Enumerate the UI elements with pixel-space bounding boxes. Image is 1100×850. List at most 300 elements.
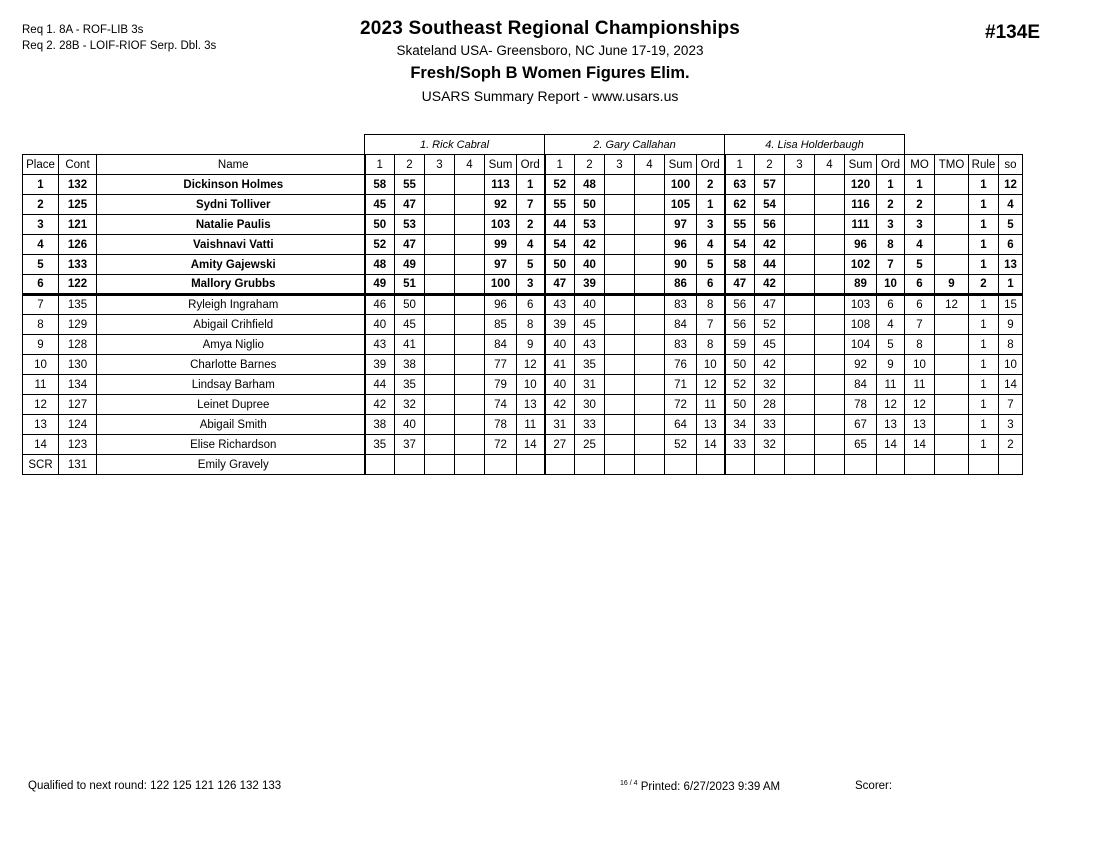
cell-judge3-score3	[785, 335, 815, 355]
cell-tmo: 9	[935, 275, 969, 295]
cell-judge1-sum: 113	[485, 175, 517, 195]
cell-judge3-ord: 2	[877, 195, 905, 215]
cell-judge1-score4	[455, 355, 485, 375]
qualified-line: Qualified to next round: 122 125 121 126 132 133	[28, 780, 282, 792]
cell-judge3-score2: 42	[755, 275, 785, 295]
cell-place: 1	[23, 175, 59, 195]
cell-mo	[905, 455, 935, 475]
cell-judge1-ord: 14	[517, 435, 545, 455]
cell-judge1-score1: 42	[365, 395, 395, 415]
cell-judge2-score1: 39	[545, 315, 575, 335]
cell-judge1-ord: 6	[517, 295, 545, 315]
event-number: #134E	[985, 22, 1040, 43]
table-row	[23, 455, 1023, 475]
cell-rule: 1	[969, 195, 999, 215]
cell-judge3-score3	[785, 295, 815, 315]
cell-so: 8	[999, 335, 1023, 355]
cell-judge2-sum	[665, 455, 697, 475]
scorer-label: Scorer:	[855, 780, 893, 792]
cell-judge1-score1: 44	[365, 375, 395, 395]
cell-judge2-ord: 8	[697, 295, 725, 315]
cell-judge3-ord: 1	[877, 175, 905, 195]
cell-judge2-ord: 10	[697, 355, 725, 375]
header-j3-s4: 4	[815, 155, 845, 175]
table-row	[23, 315, 1023, 335]
cell-rule: 1	[969, 415, 999, 435]
cell-judge2-score2: 45	[575, 315, 605, 335]
cell-skater-name: Ryleigh Ingraham	[97, 295, 365, 315]
cell-judge2-ord: 3	[697, 215, 725, 235]
cell-judge2-sum: 90	[665, 255, 697, 275]
cell-judge2-score1: 27	[545, 435, 575, 455]
cell-judge3-score3	[785, 275, 815, 295]
cell-judge2-ord: 2	[697, 175, 725, 195]
cell-judge1-sum: 103	[485, 215, 517, 235]
cell-judge1-score3	[425, 175, 455, 195]
cell-judge2-ord: 8	[697, 335, 725, 355]
cell-judge3-score3	[785, 415, 815, 435]
cell-judge2-score3	[605, 395, 635, 415]
header-j1-s4: 4	[455, 155, 485, 175]
cell-judge3-score4	[815, 395, 845, 415]
cell-judge1-score3	[425, 235, 455, 255]
cell-judge2-score2	[575, 455, 605, 475]
header-rule: Rule	[969, 155, 999, 175]
cell-judge3-sum: 104	[845, 335, 877, 355]
cell-mo: 13	[905, 415, 935, 435]
cell-contestant-number: 124	[59, 415, 97, 435]
cell-judge1-score1: 58	[365, 175, 395, 195]
cell-contestant-number: 127	[59, 395, 97, 415]
cell-mo: 1	[905, 175, 935, 195]
cell-judge2-ord: 5	[697, 255, 725, 275]
cell-judge1-sum: 72	[485, 435, 517, 455]
cell-judge2-score1: 43	[545, 295, 575, 315]
cell-judge3-score1: 34	[725, 415, 755, 435]
cell-judge1-score2: 47	[395, 235, 425, 255]
cell-judge2-score1: 31	[545, 415, 575, 435]
cell-judge2-ord: 12	[697, 375, 725, 395]
cell-judge3-ord: 11	[877, 375, 905, 395]
cell-judge2-score3	[605, 215, 635, 235]
cell-judge1-score1	[365, 455, 395, 475]
cell-judge1-sum: 84	[485, 335, 517, 355]
cell-rule: 2	[969, 275, 999, 295]
cell-skater-name: Natalie Paulis	[97, 215, 365, 235]
cell-judge2-sum: 83	[665, 335, 697, 355]
cell-mo: 6	[905, 295, 935, 315]
cell-judge3-score1: 50	[725, 395, 755, 415]
cell-judge3-score1: 55	[725, 215, 755, 235]
cell-judge3-score4	[815, 435, 845, 455]
cell-place: 11	[23, 375, 59, 395]
header-tmo: TMO	[935, 155, 969, 175]
cell-place: 12	[23, 395, 59, 415]
cell-judge1-score3	[425, 415, 455, 435]
cell-contestant-number: 130	[59, 355, 97, 375]
spacer-mo	[905, 135, 935, 155]
table-row	[23, 415, 1023, 435]
cell-judge2-score1: 47	[545, 275, 575, 295]
cell-so: 6	[999, 235, 1023, 255]
cell-judge1-score3	[425, 435, 455, 455]
spacer-place	[23, 135, 59, 155]
cell-judge3-score4	[815, 215, 845, 235]
cell-judge3-ord: 3	[877, 215, 905, 235]
cell-skater-name: Amity Gajewski	[97, 255, 365, 275]
cell-judge2-score2: 48	[575, 175, 605, 195]
cell-judge3-score2: 28	[755, 395, 785, 415]
cell-judge3-score2: 56	[755, 215, 785, 235]
cell-contestant-number: 123	[59, 435, 97, 455]
cell-judge3-score2: 32	[755, 435, 785, 455]
cell-judge1-ord: 9	[517, 335, 545, 355]
cell-judge2-sum: 52	[665, 435, 697, 455]
cell-judge3-score4	[815, 295, 845, 315]
cell-judge1-sum: 97	[485, 255, 517, 275]
cell-judge3-sum: 92	[845, 355, 877, 375]
cell-judge3-sum: 89	[845, 275, 877, 295]
cell-place: 10	[23, 355, 59, 375]
cell-judge2-sum: 84	[665, 315, 697, 335]
cell-judge1-ord: 8	[517, 315, 545, 335]
cell-judge1-score4	[455, 215, 485, 235]
judge-2-name: 2. Gary Callahan	[545, 135, 725, 155]
cell-judge2-sum: 71	[665, 375, 697, 395]
cell-place: 9	[23, 335, 59, 355]
cell-judge1-ord: 13	[517, 395, 545, 415]
header-j3-s3: 3	[785, 155, 815, 175]
header-name: Name	[97, 155, 365, 175]
table-row	[23, 355, 1023, 375]
spacer-cont	[59, 135, 97, 155]
cell-judge1-score3	[425, 195, 455, 215]
cell-judge1-score3	[425, 275, 455, 295]
cell-judge1-score2: 45	[395, 315, 425, 335]
cell-judge2-score4	[635, 355, 665, 375]
cell-tmo: 12	[935, 295, 969, 315]
cell-judge2-score4	[635, 315, 665, 335]
cell-judge3-score4	[815, 415, 845, 435]
cell-contestant-number: 121	[59, 215, 97, 235]
cell-judge1-score4	[455, 295, 485, 315]
cell-judge2-ord	[697, 455, 725, 475]
cell-skater-name: Leinet Dupree	[97, 395, 365, 415]
cell-judge2-sum: 97	[665, 215, 697, 235]
cell-place: 5	[23, 255, 59, 275]
cell-mo: 11	[905, 375, 935, 395]
cell-judge3-score1	[725, 455, 755, 475]
cell-judge2-score3	[605, 195, 635, 215]
cell-judge1-sum: 100	[485, 275, 517, 295]
title-block	[0, 18, 1100, 104]
cell-judge2-score1: 50	[545, 255, 575, 275]
cell-judge1-sum: 79	[485, 375, 517, 395]
cell-tmo	[935, 315, 969, 335]
header-j1-sum: Sum	[485, 155, 517, 175]
cell-judge2-score1: 44	[545, 215, 575, 235]
cell-judge2-score4	[635, 295, 665, 315]
venue-line: Skateland USA- Greensboro, NC June 17-19, 2023	[396, 43, 704, 58]
cell-judge3-score4	[815, 375, 845, 395]
cell-so: 15	[999, 295, 1023, 315]
cell-judge1-ord: 4	[517, 235, 545, 255]
cell-judge3-score1: 54	[725, 235, 755, 255]
cell-judge2-score1	[545, 455, 575, 475]
cell-judge2-score2: 33	[575, 415, 605, 435]
cell-so: 14	[999, 375, 1023, 395]
cell-judge1-score1: 46	[365, 295, 395, 315]
cell-judge2-score1: 54	[545, 235, 575, 255]
cell-place: 13	[23, 415, 59, 435]
cell-judge3-score3	[785, 255, 815, 275]
cell-judge3-sum	[845, 455, 877, 475]
cell-place: 2	[23, 195, 59, 215]
cell-tmo	[935, 255, 969, 275]
cell-judge2-score2: 53	[575, 215, 605, 235]
cell-judge3-sum: 67	[845, 415, 877, 435]
cell-rule: 1	[969, 215, 999, 235]
cell-judge1-score4	[455, 235, 485, 255]
cell-judge2-score2: 42	[575, 235, 605, 255]
org-line: USARS Summary Report - www.usars.us	[421, 88, 679, 104]
cell-tmo	[935, 175, 969, 195]
cell-place: SCR	[23, 455, 59, 475]
cell-judge1-sum: 96	[485, 295, 517, 315]
table-row	[23, 255, 1023, 275]
spacer-rule	[969, 135, 999, 155]
spacer-name	[97, 135, 365, 155]
cell-mo: 3	[905, 215, 935, 235]
cell-judge2-ord: 11	[697, 395, 725, 415]
cell-judge1-score3	[425, 355, 455, 375]
header-j1-s2: 2	[395, 155, 425, 175]
cell-rule: 1	[969, 235, 999, 255]
cell-judge3-score4	[815, 195, 845, 215]
results-table-wrap	[22, 134, 1023, 475]
cell-judge2-score2: 40	[575, 295, 605, 315]
cell-judge3-ord	[877, 455, 905, 475]
cell-judge1-score4	[455, 255, 485, 275]
cell-skater-name: Lindsay Barham	[97, 375, 365, 395]
cell-judge3-score1: 58	[725, 255, 755, 275]
cell-judge1-score2: 49	[395, 255, 425, 275]
cell-judge2-score1: 42	[545, 395, 575, 415]
cell-rule: 1	[969, 315, 999, 335]
cell-mo: 6	[905, 275, 935, 295]
table-row	[23, 295, 1023, 315]
cell-so: 9	[999, 315, 1023, 335]
cell-contestant-number: 126	[59, 235, 97, 255]
cell-contestant-number: 125	[59, 195, 97, 215]
cell-judge1-score2: 50	[395, 295, 425, 315]
cell-judge3-score2: 45	[755, 335, 785, 355]
cell-place: 4	[23, 235, 59, 255]
cell-judge1-sum: 99	[485, 235, 517, 255]
cell-judge1-score3	[425, 295, 455, 315]
event-title: Fresh/Soph B Women Figures Elim.	[410, 64, 690, 82]
cell-judge3-sum: 120	[845, 175, 877, 195]
cell-judge3-sum: 84	[845, 375, 877, 395]
results-rows	[23, 175, 1023, 475]
printed-line	[620, 780, 780, 793]
cell-mo: 8	[905, 335, 935, 355]
cell-rule: 1	[969, 335, 999, 355]
header-j1-s3: 3	[425, 155, 455, 175]
cell-so: 10	[999, 355, 1023, 375]
cell-judge2-score3	[605, 375, 635, 395]
cell-so: 1	[999, 275, 1023, 295]
cell-judge2-score2: 43	[575, 335, 605, 355]
printed-text: Printed: 6/27/2023 9:39 AM	[640, 780, 781, 793]
cell-judge3-score2: 42	[755, 355, 785, 375]
cell-judge2-score4	[635, 415, 665, 435]
table-row	[23, 235, 1023, 255]
cell-judge3-ord: 12	[877, 395, 905, 415]
cell-judge1-score2: 55	[395, 175, 425, 195]
cell-judge3-score2: 42	[755, 235, 785, 255]
cell-judge2-sum: 64	[665, 415, 697, 435]
header-place: Place	[23, 155, 59, 175]
cell-judge2-score3	[605, 355, 635, 375]
cell-judge2-score4	[635, 255, 665, 275]
cell-judge3-sum: 96	[845, 235, 877, 255]
cell-judge1-score4	[455, 415, 485, 435]
cell-judge2-ord: 7	[697, 315, 725, 335]
cell-judge2-sum: 83	[665, 295, 697, 315]
cell-judge3-score1: 56	[725, 295, 755, 315]
cell-tmo	[935, 215, 969, 235]
cell-judge3-score4	[815, 315, 845, 335]
cell-judge2-ord: 14	[697, 435, 725, 455]
cell-judge3-ord: 14	[877, 435, 905, 455]
cell-skater-name: Amya Niglio	[97, 335, 365, 355]
cell-contestant-number: 128	[59, 335, 97, 355]
cell-so: 5	[999, 215, 1023, 235]
cell-judge2-score4	[635, 195, 665, 215]
cell-judge3-score2: 33	[755, 415, 785, 435]
cell-judge2-score3	[605, 435, 635, 455]
cell-judge1-score2: 51	[395, 275, 425, 295]
cell-judge3-sum: 108	[845, 315, 877, 335]
cell-judge1-sum: 77	[485, 355, 517, 375]
cell-judge1-score4	[455, 335, 485, 355]
header-j2-s1: 1	[545, 155, 575, 175]
cell-judge1-ord: 2	[517, 215, 545, 235]
cell-judge3-score3	[785, 235, 815, 255]
cell-judge3-score3	[785, 175, 815, 195]
table-row	[23, 175, 1023, 195]
cell-mo: 4	[905, 235, 935, 255]
header-mo: MO	[905, 155, 935, 175]
cell-so: 3	[999, 415, 1023, 435]
cell-judge2-score4	[635, 235, 665, 255]
cell-judge3-ord: 9	[877, 355, 905, 375]
header-j2-s4: 4	[635, 155, 665, 175]
cell-so: 13	[999, 255, 1023, 275]
cell-judge2-score3	[605, 295, 635, 315]
cell-judge3-score1: 56	[725, 315, 755, 335]
header-so: so	[999, 155, 1023, 175]
cell-judge1-score2: 40	[395, 415, 425, 435]
table-row	[23, 395, 1023, 415]
cell-judge3-score2: 44	[755, 255, 785, 275]
cell-judge3-score2: 32	[755, 375, 785, 395]
cell-skater-name: Charlotte Barnes	[97, 355, 365, 375]
cell-judge3-ord: 8	[877, 235, 905, 255]
cell-judge3-score4	[815, 255, 845, 275]
cell-judge3-score3	[785, 195, 815, 215]
cell-judge1-score2: 53	[395, 215, 425, 235]
cell-judge1-score2: 47	[395, 195, 425, 215]
cell-judge2-sum: 76	[665, 355, 697, 375]
cell-judge3-score3	[785, 355, 815, 375]
cell-judge1-sum: 74	[485, 395, 517, 415]
cell-mo: 10	[905, 355, 935, 375]
cell-judge2-ord: 13	[697, 415, 725, 435]
cell-judge1-score1: 45	[365, 195, 395, 215]
cell-judge2-score2: 40	[575, 255, 605, 275]
cell-contestant-number: 132	[59, 175, 97, 195]
header-j3-s1: 1	[725, 155, 755, 175]
cell-judge2-sum: 72	[665, 395, 697, 415]
cell-judge3-sum: 103	[845, 295, 877, 315]
cell-judge2-sum: 96	[665, 235, 697, 255]
cell-skater-name: Abigail Smith	[97, 415, 365, 435]
judge-1-name: 1. Rick Cabral	[365, 135, 545, 155]
cell-judge1-score4	[455, 375, 485, 395]
cell-skater-name: Mallory Grubbs	[97, 275, 365, 295]
cell-judge3-sum: 111	[845, 215, 877, 235]
cell-judge3-score2: 57	[755, 175, 785, 195]
header-j2-s2: 2	[575, 155, 605, 175]
cell-mo: 12	[905, 395, 935, 415]
cell-place: 3	[23, 215, 59, 235]
cell-judge3-score4	[815, 175, 845, 195]
spacer-tmo	[935, 135, 969, 155]
cell-so: 4	[999, 195, 1023, 215]
cell-judge1-score1: 50	[365, 215, 395, 235]
cell-judge1-score4	[455, 315, 485, 335]
cell-judge2-ord: 1	[697, 195, 725, 215]
cell-skater-name: Elise Richardson	[97, 435, 365, 455]
cell-judge1-score1: 48	[365, 255, 395, 275]
judge-header-row	[23, 135, 1023, 155]
cell-judge1-ord: 10	[517, 375, 545, 395]
cell-judge1-sum: 78	[485, 415, 517, 435]
cell-judge1-score2: 35	[395, 375, 425, 395]
cell-judge2-sum: 86	[665, 275, 697, 295]
cell-judge2-score2: 31	[575, 375, 605, 395]
column-header-row	[23, 155, 1023, 175]
cell-judge2-score1: 55	[545, 195, 575, 215]
cell-rule: 1	[969, 295, 999, 315]
cell-judge2-score4	[635, 335, 665, 355]
table-row	[23, 335, 1023, 355]
cell-judge3-sum: 102	[845, 255, 877, 275]
cell-judge1-sum	[485, 455, 517, 475]
cell-judge1-ord	[517, 455, 545, 475]
cell-judge1-score4	[455, 275, 485, 295]
printed-code: 16 / 4	[620, 780, 638, 787]
cell-contestant-number: 129	[59, 315, 97, 335]
cell-judge1-score3	[425, 375, 455, 395]
results-table	[22, 134, 1023, 475]
cell-judge3-score1: 62	[725, 195, 755, 215]
cell-judge3-score2: 54	[755, 195, 785, 215]
table-row	[23, 375, 1023, 395]
cell-judge1-score1: 40	[365, 315, 395, 335]
